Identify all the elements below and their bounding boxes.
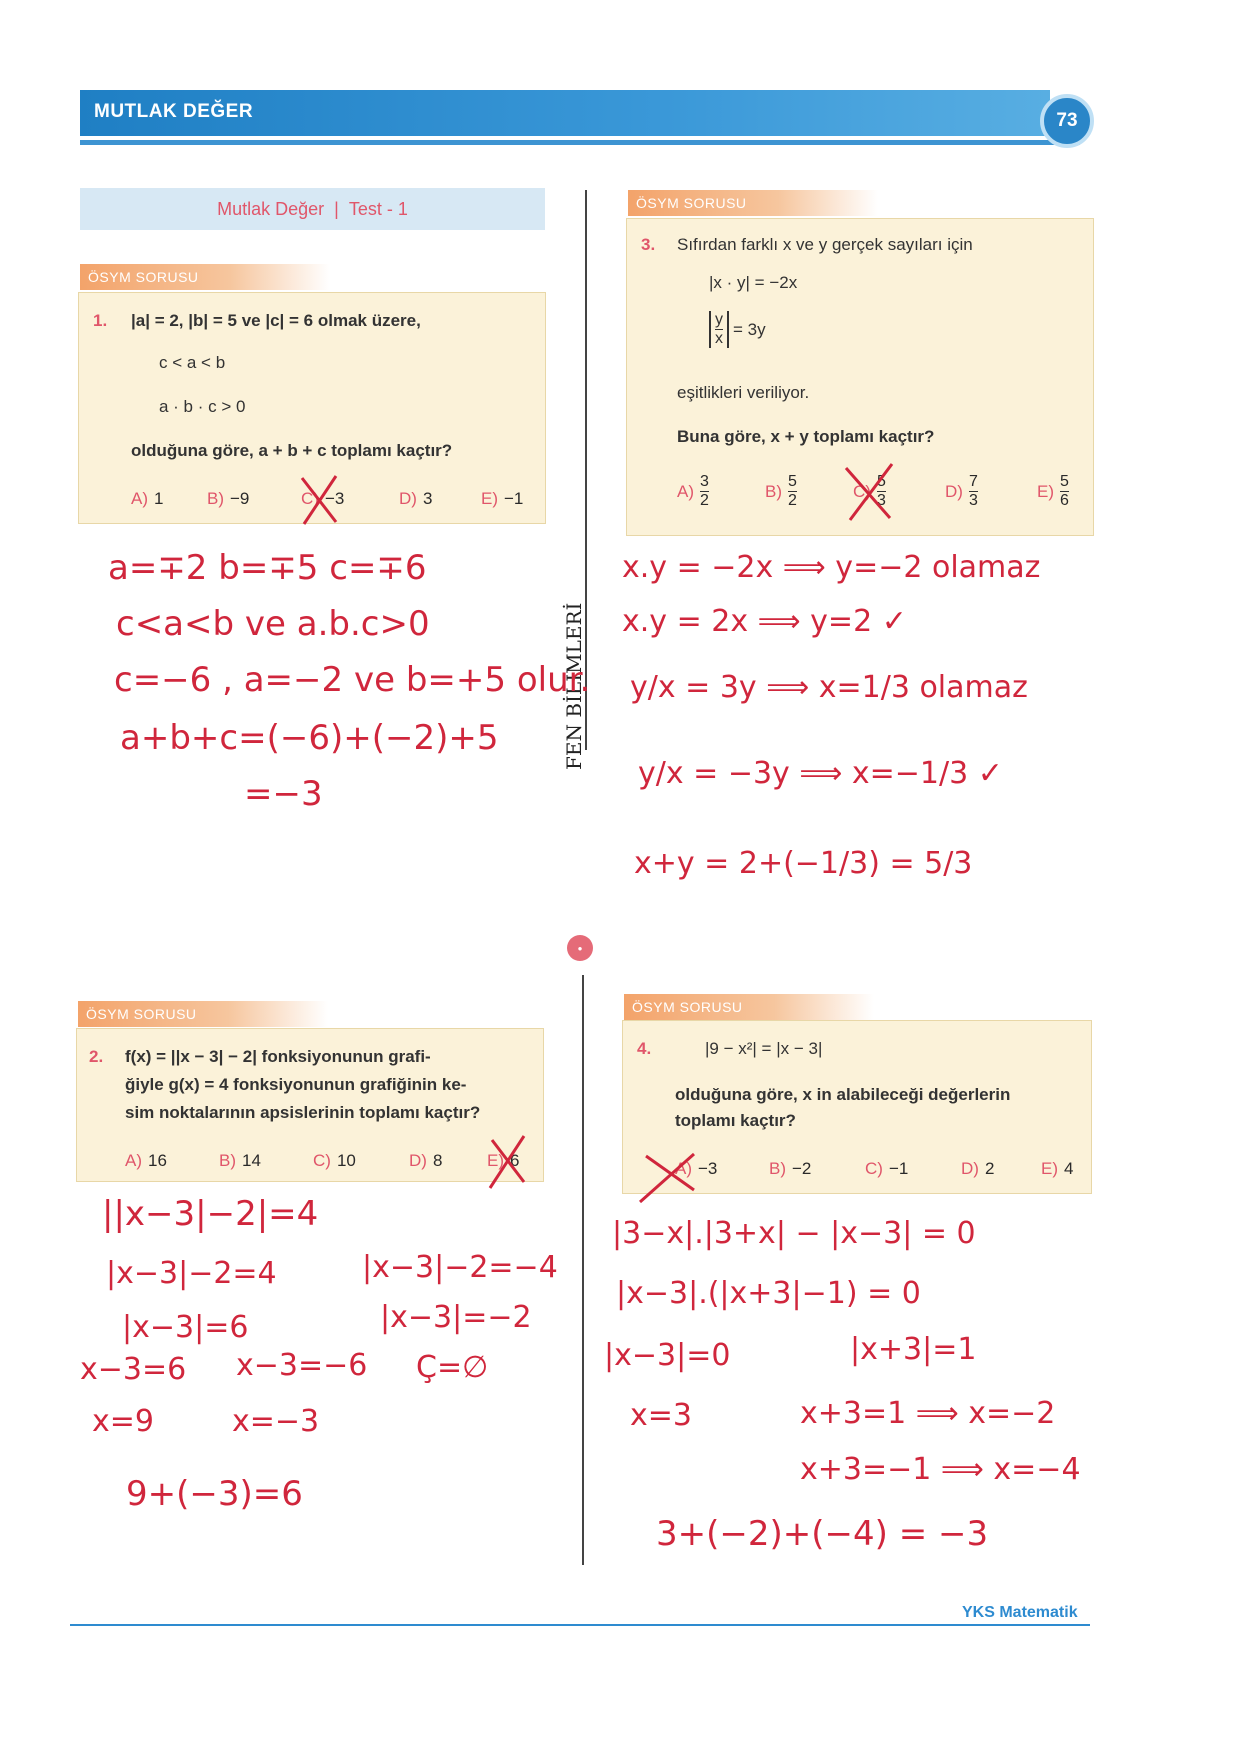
q3-work-line-3: y/x = 3y ⟹ x=1/3 olamaz [630, 670, 1028, 705]
q2-box [76, 1028, 544, 1182]
q2-work-line-3: |x−3|−2=−4 [362, 1250, 558, 1285]
q4-question-line-1: olduğuna göre, x in alabileceği değerlerin [675, 1085, 1011, 1104]
q4-option-b[interactable]: B) −2 [769, 1159, 812, 1178]
column-divider-bottom [582, 975, 584, 1565]
q4-work-line-1: |3−x|.|3+x| − |x−3| = 0 [612, 1216, 976, 1251]
q4-equation: |9 − x²| = |x − 3| [705, 1039, 823, 1058]
q1-option-d[interactable]: D) 3 [399, 489, 433, 508]
q3-answer-mark [840, 458, 900, 528]
q4-answer-mark [636, 1146, 706, 1206]
q1-answer-mark [296, 470, 346, 530]
q4-work-line-2: |x−3|.(|x+3|−1) = 0 [616, 1276, 921, 1311]
q1-work-line-2: c<a<b ve a.b.c>0 [116, 604, 430, 644]
footer-line [70, 1624, 1090, 1626]
q4-work-line-7: x+3=−1 ⟹ x=−4 [800, 1452, 1081, 1487]
publisher-logo-icon: ● [567, 935, 593, 961]
q2-work-line-4: |x−3|=6 [122, 1310, 249, 1345]
q2-option-d[interactable]: D) 8 [409, 1151, 443, 1170]
footer-label: YKS Matematik [962, 1604, 1078, 1621]
q4-option-e[interactable]: E) 4 [1041, 1159, 1074, 1178]
q1-stem: |a| = 2, |b| = 5 ve |c| = 6 olmak üzere, [131, 311, 421, 330]
q2-option-a[interactable]: A) 16 [125, 1151, 167, 1170]
q4-option-a[interactable]: A) −3 [675, 1159, 718, 1178]
q3-option-d[interactable]: D) $\frac{7}{3}$ [945, 473, 978, 509]
q1-source-tag: ÖSYM SORUSU [80, 264, 330, 290]
q2-work-line-5: |x−3|=−2 [380, 1300, 532, 1335]
q3-work-line-1: x.y = −2x ⟹ y=−2 olamaz [622, 550, 1041, 585]
q2-work-line-7: x−3=−6 [236, 1348, 368, 1383]
q2-work-line-11: 9+(−3)=6 [126, 1474, 303, 1514]
q1-number: 1. [93, 311, 108, 330]
q1-question: olduğuna göre, a + b + c toplamı kaçtır? [131, 441, 453, 460]
q3-work-line-2: x.y = 2x ⟹ y=2 ✓ [622, 604, 907, 639]
page-number-badge: 73 [1040, 94, 1094, 148]
q2-option-c[interactable]: C) 10 [313, 1151, 356, 1170]
q3-work-line-5: x+y = 2+(−1/3) = 5/3 [634, 846, 973, 881]
q2-work-line-2: |x−3|−2=4 [106, 1256, 277, 1291]
q4-option-c[interactable]: C) −1 [865, 1159, 909, 1178]
q1-work-line-3: c=−6 , a=−2 ve b=+5 olur. [114, 660, 591, 700]
publisher-logo-text: FEN BİLİMLERİ [562, 602, 586, 770]
q1-option-e[interactable]: E) −1 [481, 489, 524, 508]
q2-option-e[interactable]: E) 6 [487, 1151, 520, 1170]
test-banner [80, 188, 545, 230]
q3-question: Buna göre, x + y toplamı kaçtır? [677, 427, 935, 446]
q2-stem-line-1: f(x) = ||x − 3| − 2| fonksiyonunun grafi- [125, 1047, 431, 1066]
q3-number: 3. [641, 235, 656, 254]
q1-option-a[interactable]: A) 1 [131, 489, 164, 508]
q4-work-line-5: x=3 [630, 1398, 692, 1433]
q2-work-line-6: x−3=6 [80, 1352, 187, 1387]
q4-work-line-8: 3+(−2)+(−4) = −3 [656, 1514, 989, 1554]
q1-option-c[interactable]: C) −3 [301, 489, 345, 508]
chapter-title: MUTLAK DEĞER [94, 101, 254, 122]
q1-condition-2: a · b · c > 0 [159, 397, 246, 416]
q4-work-line-3: |x−3|=0 [604, 1338, 731, 1373]
q4-work-line-6: x+3=1 ⟹ x=−2 [800, 1396, 1056, 1431]
q2-work-line-9: x=9 [92, 1404, 154, 1439]
q3-stem: Sıfırdan farklı x ve y gerçek sayıları için [677, 235, 973, 254]
test-banner-test: Test - 1 [348, 198, 408, 219]
q1-condition-1: c < a < b [159, 353, 226, 372]
q2-stem-line-3: sim noktalarının apsislerinin toplamı kaçtır? [125, 1103, 481, 1122]
q3-given: eşitlikleri veriliyor. [677, 383, 810, 402]
q1-work-line-4: a+b+c=(−6)+(−2)+5 [120, 718, 499, 758]
q1-work-line-1: a=∓2 b=∓5 c=∓6 [108, 548, 427, 588]
q1-work-line-5: =−3 [244, 774, 323, 814]
q3-source-tag: ÖSYM SORUSU [628, 190, 878, 216]
q2-option-b[interactable]: B) 14 [219, 1151, 261, 1170]
q2-source-tag: ÖSYM SORUSU [78, 1001, 328, 1027]
q2-work-line-1: ||x−3|−2|=4 [102, 1194, 319, 1234]
q4-option-d[interactable]: D) 2 [961, 1159, 995, 1178]
header-underline [80, 140, 1080, 145]
q3-option-c[interactable]: C) $\frac{5}{3}$ [853, 473, 886, 509]
q3-equation-1: |x · y| = −2x [709, 273, 798, 292]
q2-work-line-8: Ç=∅ [416, 1350, 489, 1385]
test-banner-separator: | [334, 198, 339, 219]
q2-number: 2. [89, 1047, 104, 1066]
test-banner-topic: Mutlak Değer [217, 198, 325, 219]
q2-stem-line-2: ğiyle g(x) = 4 fonksiyonunun grafiğinin ke- [125, 1075, 467, 1094]
q2-work-line-10: x=−3 [232, 1404, 320, 1439]
q1-option-b[interactable]: B) −9 [207, 489, 250, 508]
q4-source-tag: ÖSYM SORUSU [624, 994, 874, 1020]
q3-option-b[interactable]: B) $\frac{5}{2}$ [765, 473, 797, 509]
q4-work-line-4: |x+3|=1 [850, 1332, 977, 1367]
q3-equation-2: $\frac{y}{x}$ = 3y [709, 311, 766, 348]
q2-answer-mark [484, 1132, 534, 1192]
q4-number: 4. [637, 1039, 652, 1058]
q3-option-e[interactable]: E) $\frac{5}{6}$ [1037, 473, 1069, 509]
q3-work-line-4: y/x = −3y ⟹ x=−1/3 ✓ [638, 756, 1003, 791]
q4-question-line-2: toplamı kaçtır? [675, 1111, 796, 1130]
q3-option-a[interactable]: A) $\frac{3}{2}$ [677, 473, 709, 509]
